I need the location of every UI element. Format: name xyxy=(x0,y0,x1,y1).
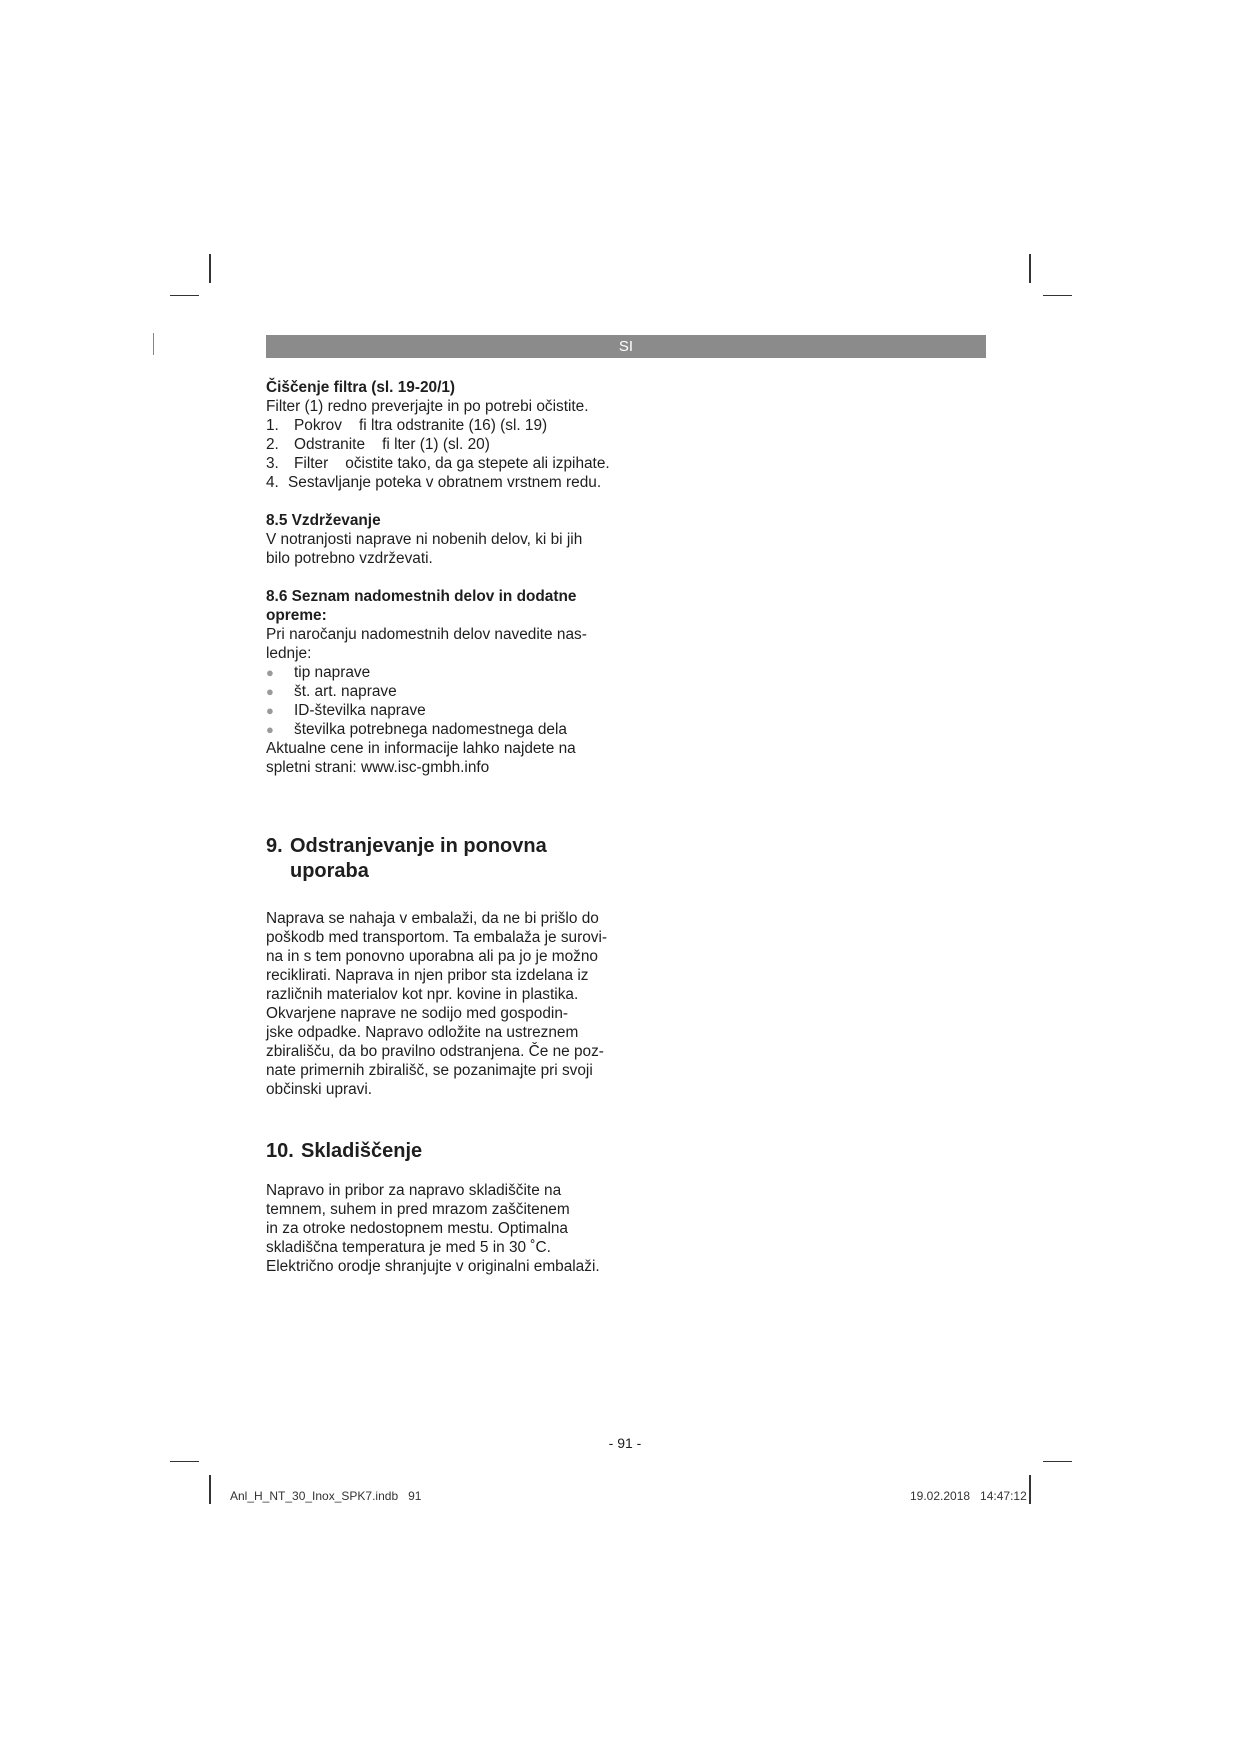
disposal-line: zbirališču, da bo pravilno odstranjena. Če ne poz- xyxy=(266,1043,604,1060)
maintenance-line: bilo potrebno vzdrževati. xyxy=(266,550,433,567)
step-text: Odstranite fi lter (1) (sl. 20) xyxy=(294,436,490,453)
crop-mark xyxy=(153,333,154,355)
list-item xyxy=(266,435,626,454)
step-number: 1. xyxy=(266,417,279,434)
bullet-icon: ● xyxy=(266,684,274,699)
crop-mark xyxy=(209,254,211,283)
disposal-line: poškodb med transportom. Ta embalaža je surovi- xyxy=(266,929,608,946)
storage-line: Električno orodje shranjujte v originalni embalaži. xyxy=(266,1258,600,1275)
step-number: 3. xyxy=(266,455,279,472)
filter-cleaning-section xyxy=(266,378,626,492)
list-item xyxy=(266,682,626,701)
step-number: 2. xyxy=(266,436,279,453)
bullet-text: tip naprave xyxy=(294,664,371,681)
crop-mark xyxy=(1029,1475,1031,1504)
maintenance-line: V notranjosti naprave ni nobenih delov, ki bi jih xyxy=(266,531,583,548)
storage-body xyxy=(266,1181,626,1276)
crop-mark xyxy=(1043,1461,1072,1462)
list-item xyxy=(266,473,626,492)
step-text: Sestavljanje poteka v obratnem vrstnem redu. xyxy=(288,474,602,491)
page-number: - 91 - xyxy=(608,1435,642,1451)
bullet-icon: ● xyxy=(266,665,274,680)
storage-line: skladiščna temperatura je med 5 in 30 ˚C. xyxy=(266,1239,551,1256)
bullet-icon: ● xyxy=(266,703,274,718)
list-item xyxy=(266,701,626,720)
filter-steps-list xyxy=(266,416,626,492)
storage-line: in za otroke nedostopnem mestu. Optimalna xyxy=(266,1220,568,1237)
list-item xyxy=(266,720,626,739)
storage-heading-text: Skladiščenje xyxy=(301,1140,423,1162)
step-text: Pokrov fi ltra odstranite (16) (sl. 19) xyxy=(294,417,548,434)
disposal-line: na in s tem ponovno uporabna ali pa jo je možno xyxy=(266,948,598,965)
disposal-section xyxy=(266,834,626,1099)
disposal-heading-text xyxy=(290,834,547,884)
heading-line: Odstranjevanje in ponovna xyxy=(290,835,547,857)
maintenance-heading: 8.5 Vzdrževanje xyxy=(266,512,381,529)
disposal-line: jske odpadke. Napravo odložite na ustreznem xyxy=(266,1024,579,1041)
disposal-line: Okvarjene naprave ne sodijo med gospodin- xyxy=(266,1005,569,1022)
list-item xyxy=(266,416,626,435)
crop-mark xyxy=(1043,295,1072,296)
bullet-text: številka potrebnega nadomestnega dela xyxy=(294,721,567,738)
crop-mark xyxy=(209,1475,211,1504)
spare-parts-outro: spletni strani: www.isc-gmbh.info xyxy=(266,759,490,776)
disposal-line: različnih materialov kot npr. kovine in plastika. xyxy=(266,986,579,1003)
filter-cleaning-intro: Filter (1) redno preverjajte in po potrebi očistite. xyxy=(266,398,589,415)
spare-parts-heading: opreme: xyxy=(266,607,327,624)
bullet-text: ID-številka naprave xyxy=(294,702,426,719)
spare-parts-outro: Aktualne cene in informacije lahko najdete na xyxy=(266,740,576,757)
storage-section xyxy=(266,1139,626,1276)
text-column xyxy=(266,378,626,1276)
filter-cleaning-heading: Čiščenje filtra (sl. 19-20/1) xyxy=(266,379,456,396)
section-number: 10. xyxy=(266,1140,294,1162)
language-header-bar xyxy=(266,335,986,358)
disposal-body xyxy=(266,909,626,1099)
section-number: 9. xyxy=(266,835,283,857)
crop-mark xyxy=(170,1461,199,1462)
storage-line: Napravo in pribor za napravo skladiščite na xyxy=(266,1182,562,1199)
list-item xyxy=(266,454,626,473)
storage-heading xyxy=(266,1139,626,1164)
disposal-heading xyxy=(266,834,626,884)
disposal-line: občinski upravi. xyxy=(266,1081,373,1098)
heading-line: uporaba xyxy=(290,860,369,882)
disposal-line: reciklirati. Naprava in njen pribor sta izdelana iz xyxy=(266,967,589,984)
disposal-line: nate primernih zbirališč, se pozanimajte pri svoji xyxy=(266,1062,593,1079)
crop-mark xyxy=(170,295,199,296)
bullet-icon: ● xyxy=(266,722,274,737)
file-info: Anl_H_NT_30_Inox_SPK7.indb 91 xyxy=(230,1489,422,1503)
bullet-text: št. art. naprave xyxy=(294,683,397,700)
disposal-line: Naprava se nahaja v embalaži, da ne bi prišlo do xyxy=(266,910,599,927)
spare-parts-intro: Pri naročanju nadomestnih delov navedite nas- xyxy=(266,626,587,643)
language-code: SI xyxy=(618,338,634,355)
spare-parts-list xyxy=(266,663,626,739)
storage-line: temnem, suhem in pred mrazom zaščitenem xyxy=(266,1201,570,1218)
step-text: Filter očistite tako, da ga stepete ali izpihate. xyxy=(294,455,610,472)
spare-parts-intro: lednje: xyxy=(266,645,312,662)
print-timestamp: 19.02.2018 14:47:12 xyxy=(910,1489,1027,1503)
list-item xyxy=(266,663,626,682)
maintenance-section xyxy=(266,511,626,568)
step-number: 4. xyxy=(266,474,279,491)
spare-parts-section xyxy=(266,587,626,777)
crop-mark xyxy=(1029,254,1031,283)
spare-parts-heading: 8.6 Seznam nadomestnih delov in dodatne xyxy=(266,588,577,605)
